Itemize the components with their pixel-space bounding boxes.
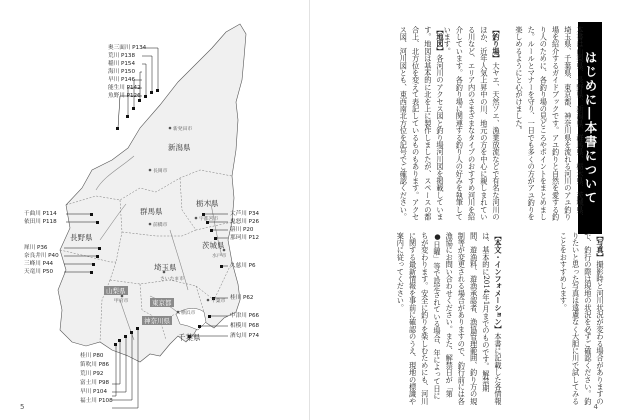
river-label: 天竜川 P50 (24, 269, 54, 275)
river-label: 犀川 P36 (24, 245, 48, 251)
section-heading: 【写真】 (596, 232, 605, 261)
river-label: 中津川 P66 (230, 313, 260, 319)
river-label: 福士川 P108 (80, 398, 113, 404)
river-label: 早川 P104 (80, 389, 108, 395)
city-label: 新発田市 (173, 127, 193, 132)
city-label: さいたま市 (160, 277, 184, 282)
river-label: 稲川 P154 (108, 61, 136, 67)
city-label: 甲府市 (114, 299, 129, 304)
river-label: 三峰川 P44 (24, 261, 54, 267)
river-label: 大芦川 P34 (230, 211, 260, 217)
section-heading: 【本文・インフォメーション】 (494, 232, 503, 333)
river-label: 依田川 P118 (24, 219, 57, 225)
river-label: 能生川 P142 (108, 85, 141, 91)
city-label: 千葉市 (211, 299, 226, 304)
pref-label: 千葉県 (178, 333, 201, 342)
river-label: 久慈川 P6 (230, 263, 256, 269)
city-label: 前橋市 (153, 223, 168, 228)
pref-label: 茨城県 (202, 241, 225, 250)
city-label: 宇都宮市 (199, 217, 219, 222)
river-label: 相模川 P68 (230, 323, 260, 329)
river-label: 酒匂川 P74 (230, 333, 260, 339)
pref-label: 埼玉県 (154, 263, 177, 272)
section-body: 大ヤエ、天然ソエ、漁業放流などで有名な河川のほか、近年人気上昇中の川、地元の方を中心に親しまれている川など、エリア内のさまざまなタイプのおすすめ河川を紹介しています。各釣り場に関連する釣り人の好みを執筆しています。 (443, 26, 501, 221)
section-info (328, 232, 504, 406)
pref-label: 東京都 (152, 299, 172, 307)
intro-paragraph: 本書は山梨県、長野県、新潟県、群馬県、栃木県、茨城県、埼玉県、千葉県、東京都、神奈川県を流れる河川のアユ釣り場を紹介するガイドブックです。アユ釣りと自然を愛する釣り人のために、各釣り場の見どころやポイントをまとめました。ルールとマナーを守り、一日でも多くの方がアユ釣りを楽しめるようにと心がけました。 (514, 26, 585, 221)
river-label: 那珂川 P12 (230, 235, 260, 241)
city-label: 長岡市 (153, 169, 168, 174)
pref-label: 長野県 (70, 233, 93, 242)
pref-label: 新潟県 (168, 143, 191, 152)
pref-label: 群馬県 (140, 207, 163, 216)
section-heading: 【地図】 (436, 26, 445, 55)
river-label: 奈良井川 P40 (24, 253, 59, 259)
section-body: 本書に記載した各情報は、基本的に2014年1月までのものです。解禁期間、遊漁料、遊漁承認者、漁協管理範囲、釣り方の規制等が変更される場合がありますので、釣行前には各漁協にお問い合わせください。また、解禁日が「第●日曜」等で設定されている場合、年によって日にちが変わります。安全に釣りを楽しむためにも、河川に関する最新情報を事前に確認のうえ、現地の標識や案内に従ってください。 (396, 232, 503, 405)
right-page-text (310, 0, 620, 420)
section-fishing-spots (443, 26, 502, 222)
river-label: 桂川 P80 (80, 353, 104, 359)
river-label: 荒川 P92 (80, 371, 104, 377)
section-heading: 【釣り場】 (492, 26, 501, 62)
river-label: 富士川 P98 (80, 380, 110, 386)
pref-label: 神奈川県 (144, 317, 170, 325)
pref-label: 山梨県 (106, 287, 126, 295)
city-label: 横浜市 (181, 311, 196, 316)
river-label: 海川 P150 (108, 69, 136, 75)
river-label: 魚野川 P126 (108, 93, 141, 99)
river-label: 千曲川 P114 (24, 211, 57, 217)
river-label: 奥三面川 P134 (108, 45, 147, 51)
river-label: 笛吹川 P86 (80, 362, 110, 368)
river-label: 鬼怒川 P26 (230, 219, 260, 225)
river-label: 箒川 P20 (230, 227, 254, 233)
river-label: 桂川 P62 (230, 295, 254, 301)
city-label: 水戸市 (212, 254, 227, 259)
page-number: 4 (593, 403, 598, 411)
section-body: 撮影時と河川状況が変わる場合がありますので、釣行の際は現地の状況を必ずご確認ください。釣りたいと思った写真は遠慮なく大胆に川で試してみることをおすすめします。 (559, 232, 605, 405)
pref-label: 栃木県 (196, 199, 219, 208)
river-label: 早川 P146 (108, 77, 136, 83)
section-maps (328, 26, 446, 222)
section-body: 各河川のアクセス図と釣り場河川図を掲載しています。地図は基本的に北を上に製作しましたが、スペースの都合上、北方位を変えて表記しているものもあります。アクセス図、河川図とも、東西南北方位を記号でご確認ください。 (399, 26, 445, 221)
river-label: 荒川 P138 (108, 53, 136, 59)
page-number: 5 (20, 403, 25, 411)
chapter-title: はじめに―本書について (583, 51, 598, 205)
section-photos (510, 232, 606, 406)
